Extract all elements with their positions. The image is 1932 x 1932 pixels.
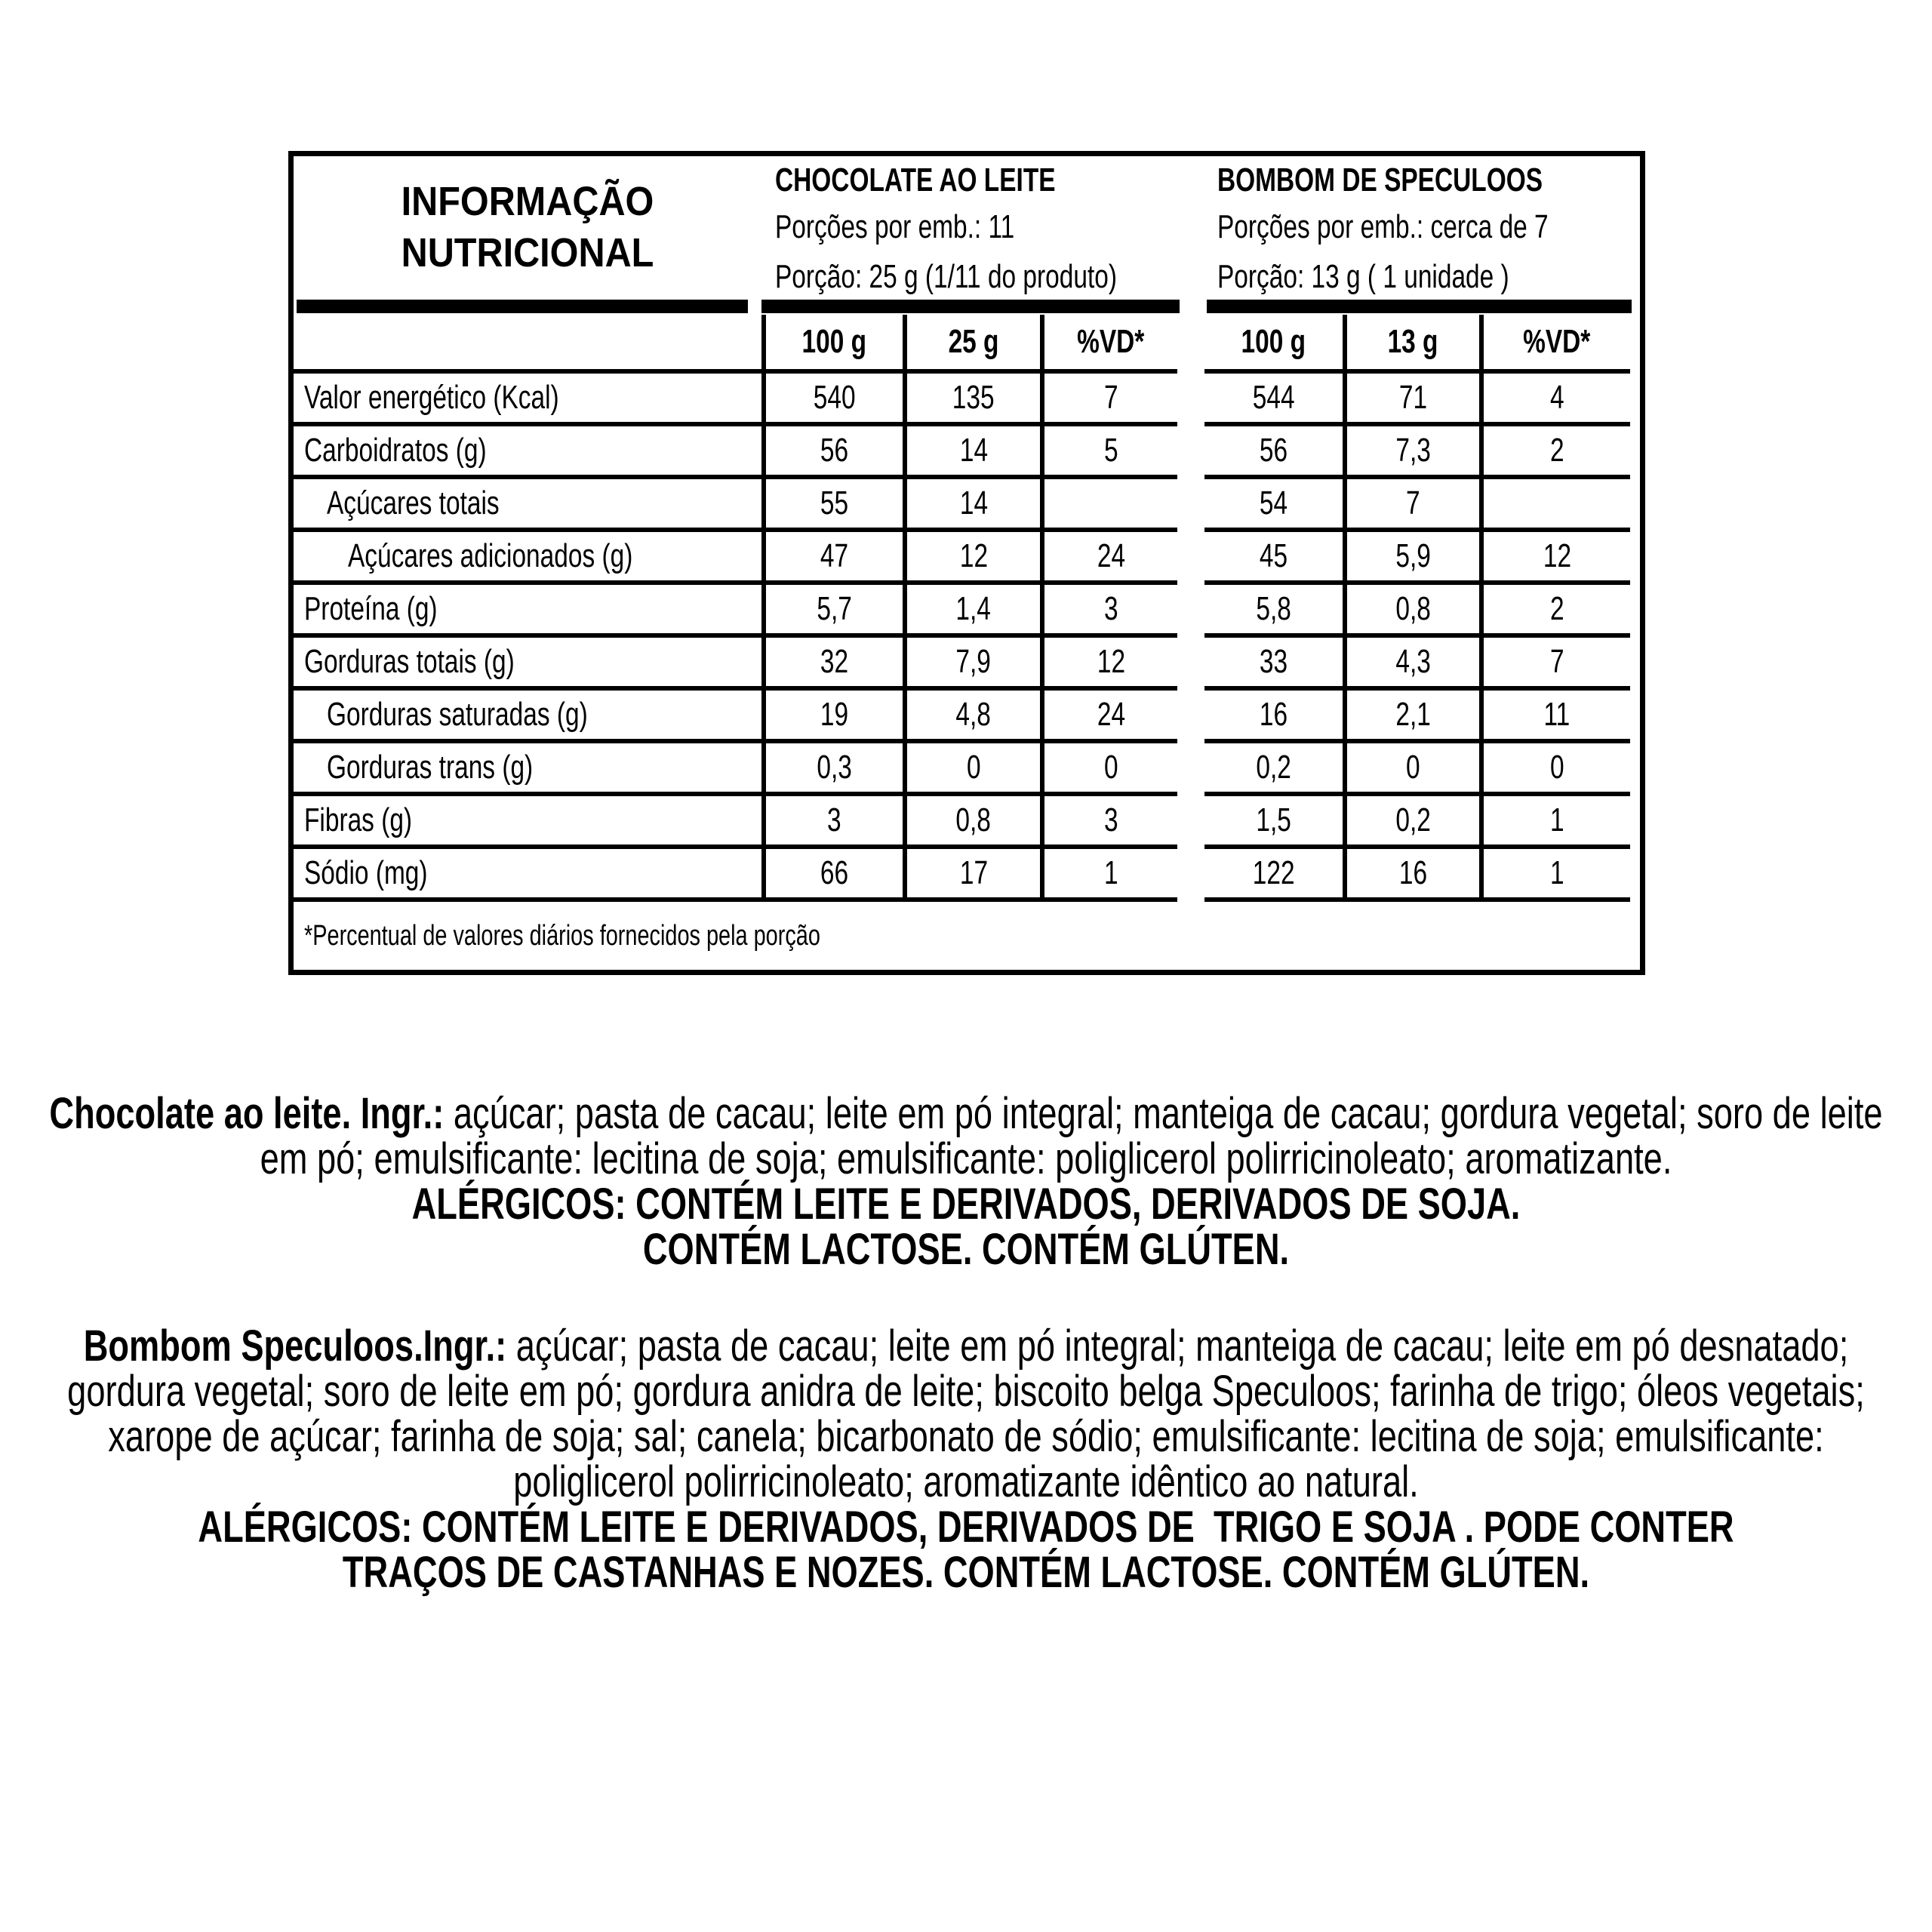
group-gap [1177,796,1204,849]
row-label-cell: Açúcares adicionados (g) [294,532,761,585]
value-cell: 1,5 [1204,796,1343,849]
column-header: 100 g [1204,315,1343,374]
group-gap [1177,691,1204,743]
column-header: 100 g [761,315,903,374]
ingredients-lead: Chocolate ao leite. Ingr.: [49,1089,445,1138]
table-row [294,532,1640,585]
row-label-cell: Sódio (mg) [294,849,761,902]
value-cell: 122 [1204,849,1343,902]
column-header-row [294,315,1640,374]
value-cell: 1 [1479,849,1630,902]
value-cell: 14 [903,479,1040,532]
value-cell: 14 [903,426,1040,479]
row-label-cell: Gorduras trans (g) [294,743,761,796]
value-cell: 55 [761,479,903,532]
table-right-margin [1630,849,1640,902]
value-cell: 12 [1479,532,1630,585]
value-cell: 7,3 [1343,426,1479,479]
table-row [294,374,1640,426]
value-cell: 5,7 [761,585,903,638]
row-label-cell: Fibras (g) [294,796,761,849]
row-label-cell: Gorduras totais (g) [294,638,761,691]
group-gap [1177,374,1204,426]
ingredients-body: açúcar; pasta de cacau; leite em pó integral; manteiga de cacau; leite em pó desnatado; gordura vegetal; soro de leite em pó; gordura anidra de leite; biscoito belga Speculoos; farinha de trigo; óleos vegetais; xarope de açúcar; farinha de soja; sal; canela; bicarbonato de sódio; emulsificante: lecitina de soja; emulsificante: poliglicerol polirricinoleato; aromatizante idêntico ao natural. [67,1321,1865,1506]
product-1-servings-per-pack: Porções por emb.: 11 [775,208,1015,245]
value-cell: 540 [761,374,903,426]
product-1-serving-size: Porção: 25 g (1/11 do produto) [775,258,1117,295]
product-2-serving-size: Porção: 13 g ( 1 unidade ) [1217,258,1509,295]
table-right-margin [1630,638,1640,691]
value-cell: 4,8 [903,691,1040,743]
row-label-cell: Proteína (g) [294,585,761,638]
table-title-line [294,176,761,227]
value-cell: 5,9 [1343,532,1479,585]
group-gap [1177,426,1204,479]
row-label-cell: Açúcares totais [294,479,761,532]
value-cell: 1 [1479,796,1630,849]
allergen-line: CONTÉM LACTOSE. CONTÉM GLÚTEN. [642,1225,1290,1274]
value-cell: 16 [1343,849,1479,902]
ingredients-bombom-speculoos [42,1321,1890,1597]
table-row [294,426,1640,479]
table-header [294,156,1640,315]
value-cell: 135 [903,374,1040,426]
divider-bar-product-1 [761,300,1180,313]
column-header-empty [294,315,761,374]
allergen-block [42,1182,1890,1272]
value-cell: 24 [1040,532,1177,585]
table-footnote [294,902,1640,970]
value-cell: 1 [1040,849,1177,902]
footnote-text: *Percentual de valores diários fornecidos pela porção [304,919,820,952]
table-row [294,796,1640,849]
value-cell: 4 [1479,374,1630,426]
allergen-block [42,1505,1890,1595]
value-cell: 2 [1479,426,1630,479]
ingredients-chocolate-ao-leite [42,1091,1890,1272]
table-right-margin [1630,743,1640,796]
value-cell: 33 [1204,638,1343,691]
value-cell: 0,8 [1343,585,1479,638]
table-row [294,691,1640,743]
group-gap [1177,849,1204,902]
divider-bar-product-2 [1207,300,1632,313]
value-cell: 0 [1040,743,1177,796]
value-cell [1479,479,1630,532]
value-cell: 32 [761,638,903,691]
allergen-line: ALÉRGICOS: CONTÉM LEITE E DERIVADOS, DERIVADOS DE SOJA. [411,1180,1521,1229]
row-label-cell: Valor energético (Kcal) [294,374,761,426]
value-cell: 2,1 [1343,691,1479,743]
row-label-cell: Carboidratos (g) [294,426,761,479]
value-cell: 12 [1040,638,1177,691]
table-right-margin [1630,479,1640,532]
value-cell: 12 [903,532,1040,585]
value-cell: 4,3 [1343,638,1479,691]
value-cell: 24 [1040,691,1177,743]
group-gap [1177,479,1204,532]
table-right-margin [1630,691,1640,743]
row-label-cell: Gorduras saturadas (g) [294,691,761,743]
value-cell: 7 [1479,638,1630,691]
table-row [294,638,1640,691]
value-cell: 5,8 [1204,585,1343,638]
table-right-margin [1630,585,1640,638]
value-cell: 66 [761,849,903,902]
value-cell: 5 [1040,426,1177,479]
group-gap [1177,638,1204,691]
nutrition-table [288,151,1645,975]
column-header: %VD* [1040,315,1177,374]
value-cell: 19 [761,691,903,743]
table-title-text: NUTRICIONAL [401,230,654,275]
table-row [294,743,1640,796]
allergen-line: TRAÇOS DE CASTANHAS E NOZES. CONTÉM LACTOSE. CONTÉM GLÚTEN. [342,1548,1590,1597]
table-right-margin [1630,532,1640,585]
column-header: %VD* [1479,315,1630,374]
value-cell: 47 [761,532,903,585]
allergen-line: ALÉRGICOS: CONTÉM LEITE E DERIVADOS, DERIVADOS DE TRIGO E SOJA . PODE CONTER [198,1503,1734,1552]
value-cell: 2 [1479,585,1630,638]
table-title-text: INFORMAÇÃO [401,179,654,224]
ingredients-lead: Bombom Speculoos.Ingr.: [83,1321,507,1371]
value-cell: 56 [761,426,903,479]
value-cell: 3 [761,796,903,849]
value-cell: 3 [1040,585,1177,638]
product-2-servings-per-pack: Porções por emb.: cerca de 7 [1217,208,1549,245]
table-body [294,374,1640,902]
table-right-margin [1630,374,1640,426]
value-cell: 0 [1479,743,1630,796]
value-cell: 54 [1204,479,1343,532]
value-cell: 45 [1204,532,1343,585]
value-cell: 0 [903,743,1040,796]
divider-bar-title [297,300,748,313]
table-row [294,585,1640,638]
value-cell: 16 [1204,691,1343,743]
value-cell: 544 [1204,374,1343,426]
product-2-name: BOMBOM DE SPECULOOS [1217,162,1543,198]
group-gap [1177,743,1204,796]
group-gap [1177,315,1204,374]
value-cell: 0 [1343,743,1479,796]
group-gap [1177,585,1204,638]
column-header: 25 g [903,315,1040,374]
ingredients-body: açúcar; pasta de cacau; leite em pó integral; manteiga de cacau; gordura vegetal; soro de leite em pó; emulsificante: lecitina de soja; emulsificante: poliglicerol polirricinoleato; aromatizante. [260,1089,1883,1183]
table-row [294,479,1640,532]
product-1-name: CHOCOLATE AO LEITE [775,162,1056,198]
table-title [294,176,761,278]
table-row [294,849,1640,902]
value-cell [1040,479,1177,532]
value-cell: 3 [1040,796,1177,849]
group-gap [1177,532,1204,585]
value-cell: 11 [1479,691,1630,743]
value-cell: 7 [1040,374,1177,426]
column-header: 13 g [1343,315,1479,374]
value-cell: 0,2 [1343,796,1479,849]
value-cell: 0,8 [903,796,1040,849]
table-right-margin [1630,315,1640,374]
table-right-margin [1630,426,1640,479]
value-cell: 1,4 [903,585,1040,638]
value-cell: 0,3 [761,743,903,796]
value-cell: 7 [1343,479,1479,532]
value-cell: 71 [1343,374,1479,426]
table-right-margin [1630,796,1640,849]
table-title-line [294,227,761,278]
value-cell: 56 [1204,426,1343,479]
value-cell: 17 [903,849,1040,902]
value-cell: 0,2 [1204,743,1343,796]
value-cell: 7,9 [903,638,1040,691]
